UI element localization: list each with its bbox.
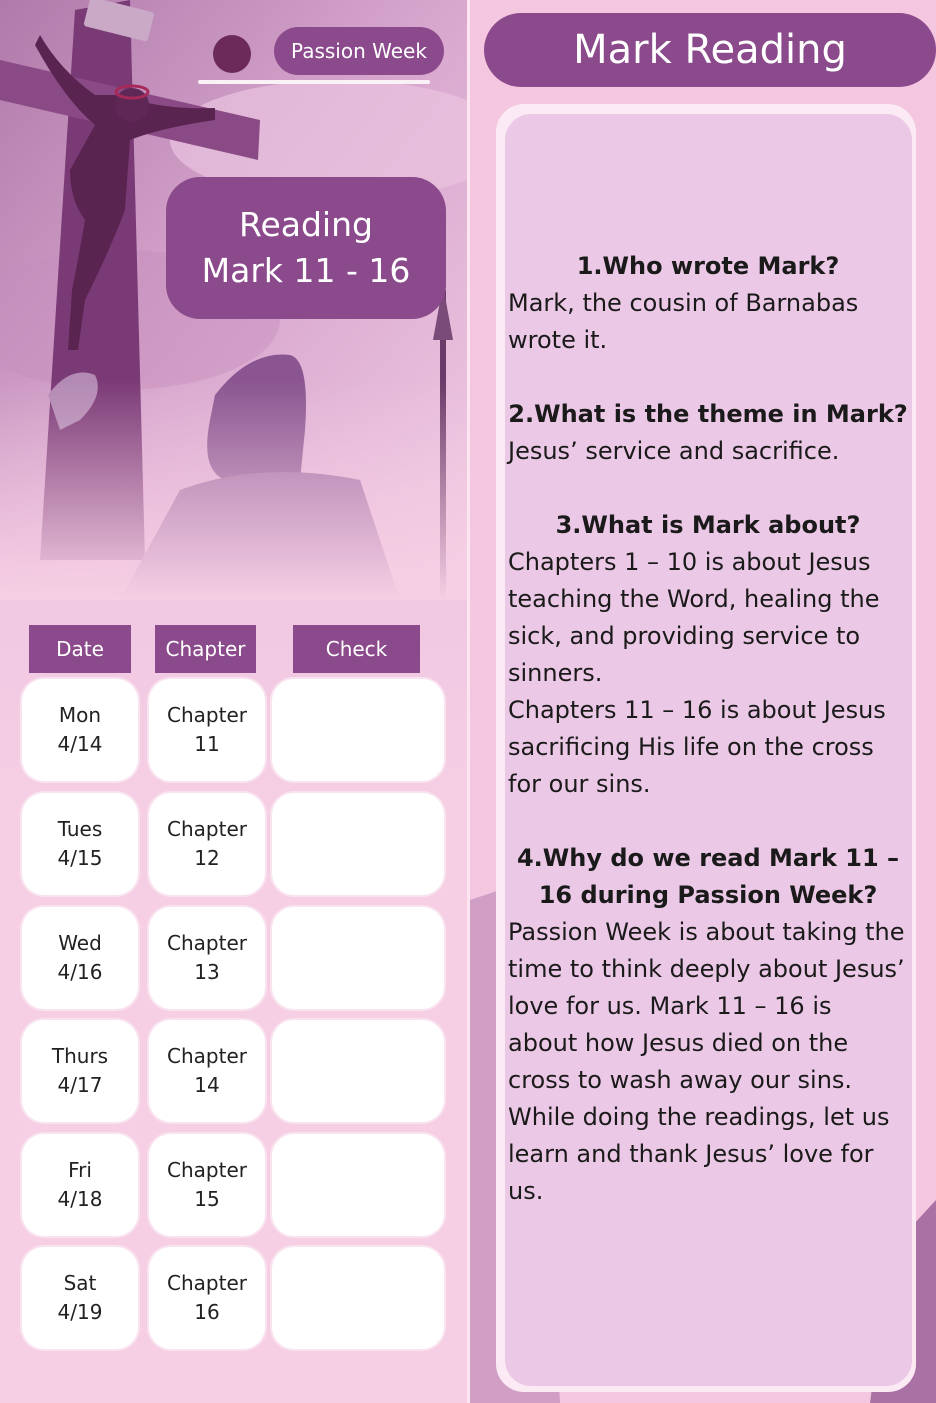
chapter-label: Chapter [167, 1158, 247, 1182]
chapter-number: 15 [194, 1187, 220, 1211]
date-cell-mon [22, 679, 138, 781]
question-2: 2.What is the theme in Mark? [508, 400, 908, 428]
passion-week-badge: Passion Week [274, 27, 444, 75]
mark-reading-title: Mark Reading [484, 13, 936, 87]
day-label: Fri [68, 1158, 92, 1182]
chapter-label: Chapter [167, 1271, 247, 1295]
date-label: 4/17 [57, 1073, 103, 1097]
chapter-cell-16 [149, 1247, 265, 1349]
chapter-cell-14 [149, 1020, 265, 1122]
date-cell-sat [22, 1247, 138, 1349]
date-cell-thurs [22, 1020, 138, 1122]
chapter-number: 16 [194, 1300, 220, 1324]
date-label: 4/16 [57, 960, 103, 984]
chapter-number: 12 [194, 846, 220, 870]
day-label: Tues [57, 817, 103, 841]
column-header-chapter: Chapter [155, 625, 256, 673]
date-label: 4/18 [57, 1187, 103, 1211]
date-label: 4/14 [57, 732, 103, 756]
chapter-number: 11 [194, 732, 220, 756]
day-label: Thurs [51, 1044, 109, 1068]
column-header-check: Check [293, 625, 420, 673]
answer-1: Mark, the cousin of Barnabas wrote it. [508, 289, 859, 354]
answer-3a: Chapters 1 – 10 is about Jesus teaching the Word, healing the sick, and providing service to sinners. [508, 548, 880, 687]
chapter-label: Chapter [167, 703, 247, 727]
chapter-cell-11 [149, 679, 265, 781]
header-underline [198, 80, 430, 84]
chapter-cell-15 [149, 1134, 265, 1236]
date-label: 4/19 [57, 1300, 103, 1324]
date-label: 4/15 [57, 846, 103, 870]
status-dot [213, 35, 251, 73]
chapter-cell-12 [149, 793, 265, 895]
reading-card [166, 177, 446, 319]
check-box-thurs[interactable] [272, 1020, 444, 1122]
date-cell-wed [22, 907, 138, 1009]
question-1: 1.Who wrote Mark? [576, 252, 840, 280]
chapter-label: Chapter [167, 1044, 247, 1068]
reading-card-title: Reading [239, 205, 373, 244]
answer-4: Passion Week is about taking the time to think deeply about Jesus’ love for us. Mark 11 – 16 is about how Jesus died on the cross to wash away our sins. While doing the readings, let us learn and thank Jesus’ love for us. [508, 918, 905, 1205]
answer-2: Jesus’ service and sacrifice. [508, 437, 840, 465]
reading-card-range: Mark 11 - 16 [201, 251, 411, 290]
check-box-mon[interactable] [272, 679, 444, 781]
answer-3b: Chapters 11 – 16 is about Jesus sacrificing His life on the cross for our sins. [508, 696, 886, 798]
chapter-label: Chapter [167, 817, 247, 841]
qa-section [508, 248, 908, 1210]
column-header-date: Date [29, 625, 131, 673]
chapter-number: 14 [194, 1073, 220, 1097]
chapter-label: Chapter [167, 931, 247, 955]
check-box-fri[interactable] [272, 1134, 444, 1236]
day-label: Sat [63, 1271, 97, 1295]
day-label: Wed [58, 931, 102, 955]
day-label: Mon [58, 703, 102, 727]
check-box-tues[interactable] [272, 793, 444, 895]
chapter-number: 13 [194, 960, 220, 984]
check-box-sat[interactable] [272, 1247, 444, 1349]
date-cell-tues [22, 793, 138, 895]
chapter-cell-13 [149, 907, 265, 1009]
question-3: 3.What is Mark about? [555, 511, 861, 539]
question-4: 4.Why do we read Mark 11 – 16 during Passion Week? [516, 844, 900, 909]
check-box-wed[interactable] [272, 907, 444, 1009]
date-cell-fri [22, 1134, 138, 1236]
